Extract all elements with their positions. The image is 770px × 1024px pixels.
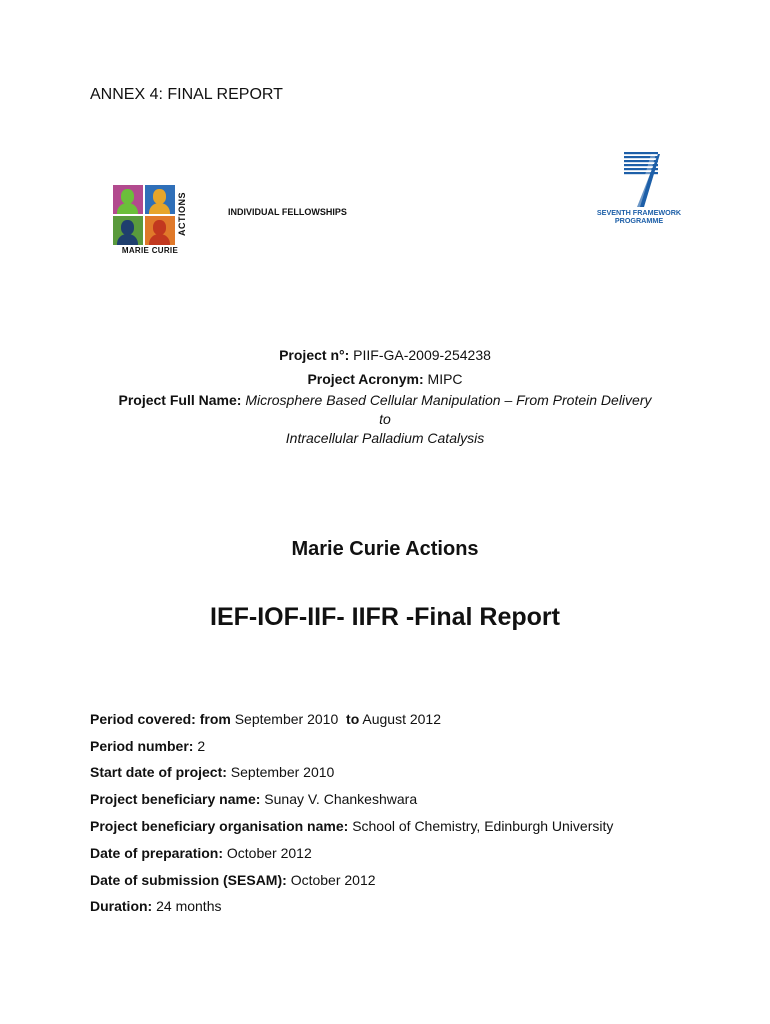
project-full-name-line2: to <box>379 411 391 427</box>
marie-curie-name-text: MARIE CURIE <box>121 246 179 255</box>
marie-curie-actions-text: ACTIONS <box>177 192 187 236</box>
marie-curie-logo <box>111 183 191 257</box>
final-report-title: IEF-IOF-IIF- IIFR -Final Report <box>210 603 560 631</box>
fp7-seven-icon <box>620 150 664 208</box>
portrait-tile-green <box>113 216 143 245</box>
fp7-text: SEVENTH FRAMEWORK PROGRAMME <box>596 208 682 225</box>
project-full-name-line3: Intracellular Palladium Catalysis <box>285 430 485 446</box>
beneficiary-name: Project beneficiary name: Sunay V. Chankeshwara <box>90 791 418 807</box>
start-date: Start date of project: September 2010 <box>90 764 335 780</box>
project-full-name: Project Full Name: Microsphere Based Cellular Manipulation – From Protein Delivery <box>118 392 652 408</box>
project-acronym: Project Acronym: MIPC <box>307 371 463 387</box>
marie-curie-actions-title: Marie Curie Actions <box>291 538 479 560</box>
portrait-tile-magenta <box>113 185 143 214</box>
period-number: Period number: 2 <box>90 738 206 754</box>
period-covered: Period covered: from September 2010 to August 2012 <box>90 711 441 727</box>
date-of-preparation: Date of preparation: October 2012 <box>90 845 312 861</box>
project-number: Project n°: PIIF-GA-2009-254238 <box>279 347 491 363</box>
annex-heading: ANNEX 4: FINAL REPORT <box>90 86 283 103</box>
portrait-tile-orange <box>145 216 175 245</box>
portrait-tile-blue <box>145 185 175 214</box>
fp7-logo <box>594 150 684 228</box>
date-of-submission: Date of submission (SESAM): October 2012 <box>90 872 376 888</box>
individual-fellowships-label: INDIVIDUAL FELLOWSHIPS <box>228 207 347 217</box>
duration: Duration: 24 months <box>90 898 222 914</box>
beneficiary-organisation: Project beneficiary organisation name: School of Chemistry, Edinburgh University <box>90 818 614 834</box>
marie-curie-portrait-grid <box>113 185 175 245</box>
